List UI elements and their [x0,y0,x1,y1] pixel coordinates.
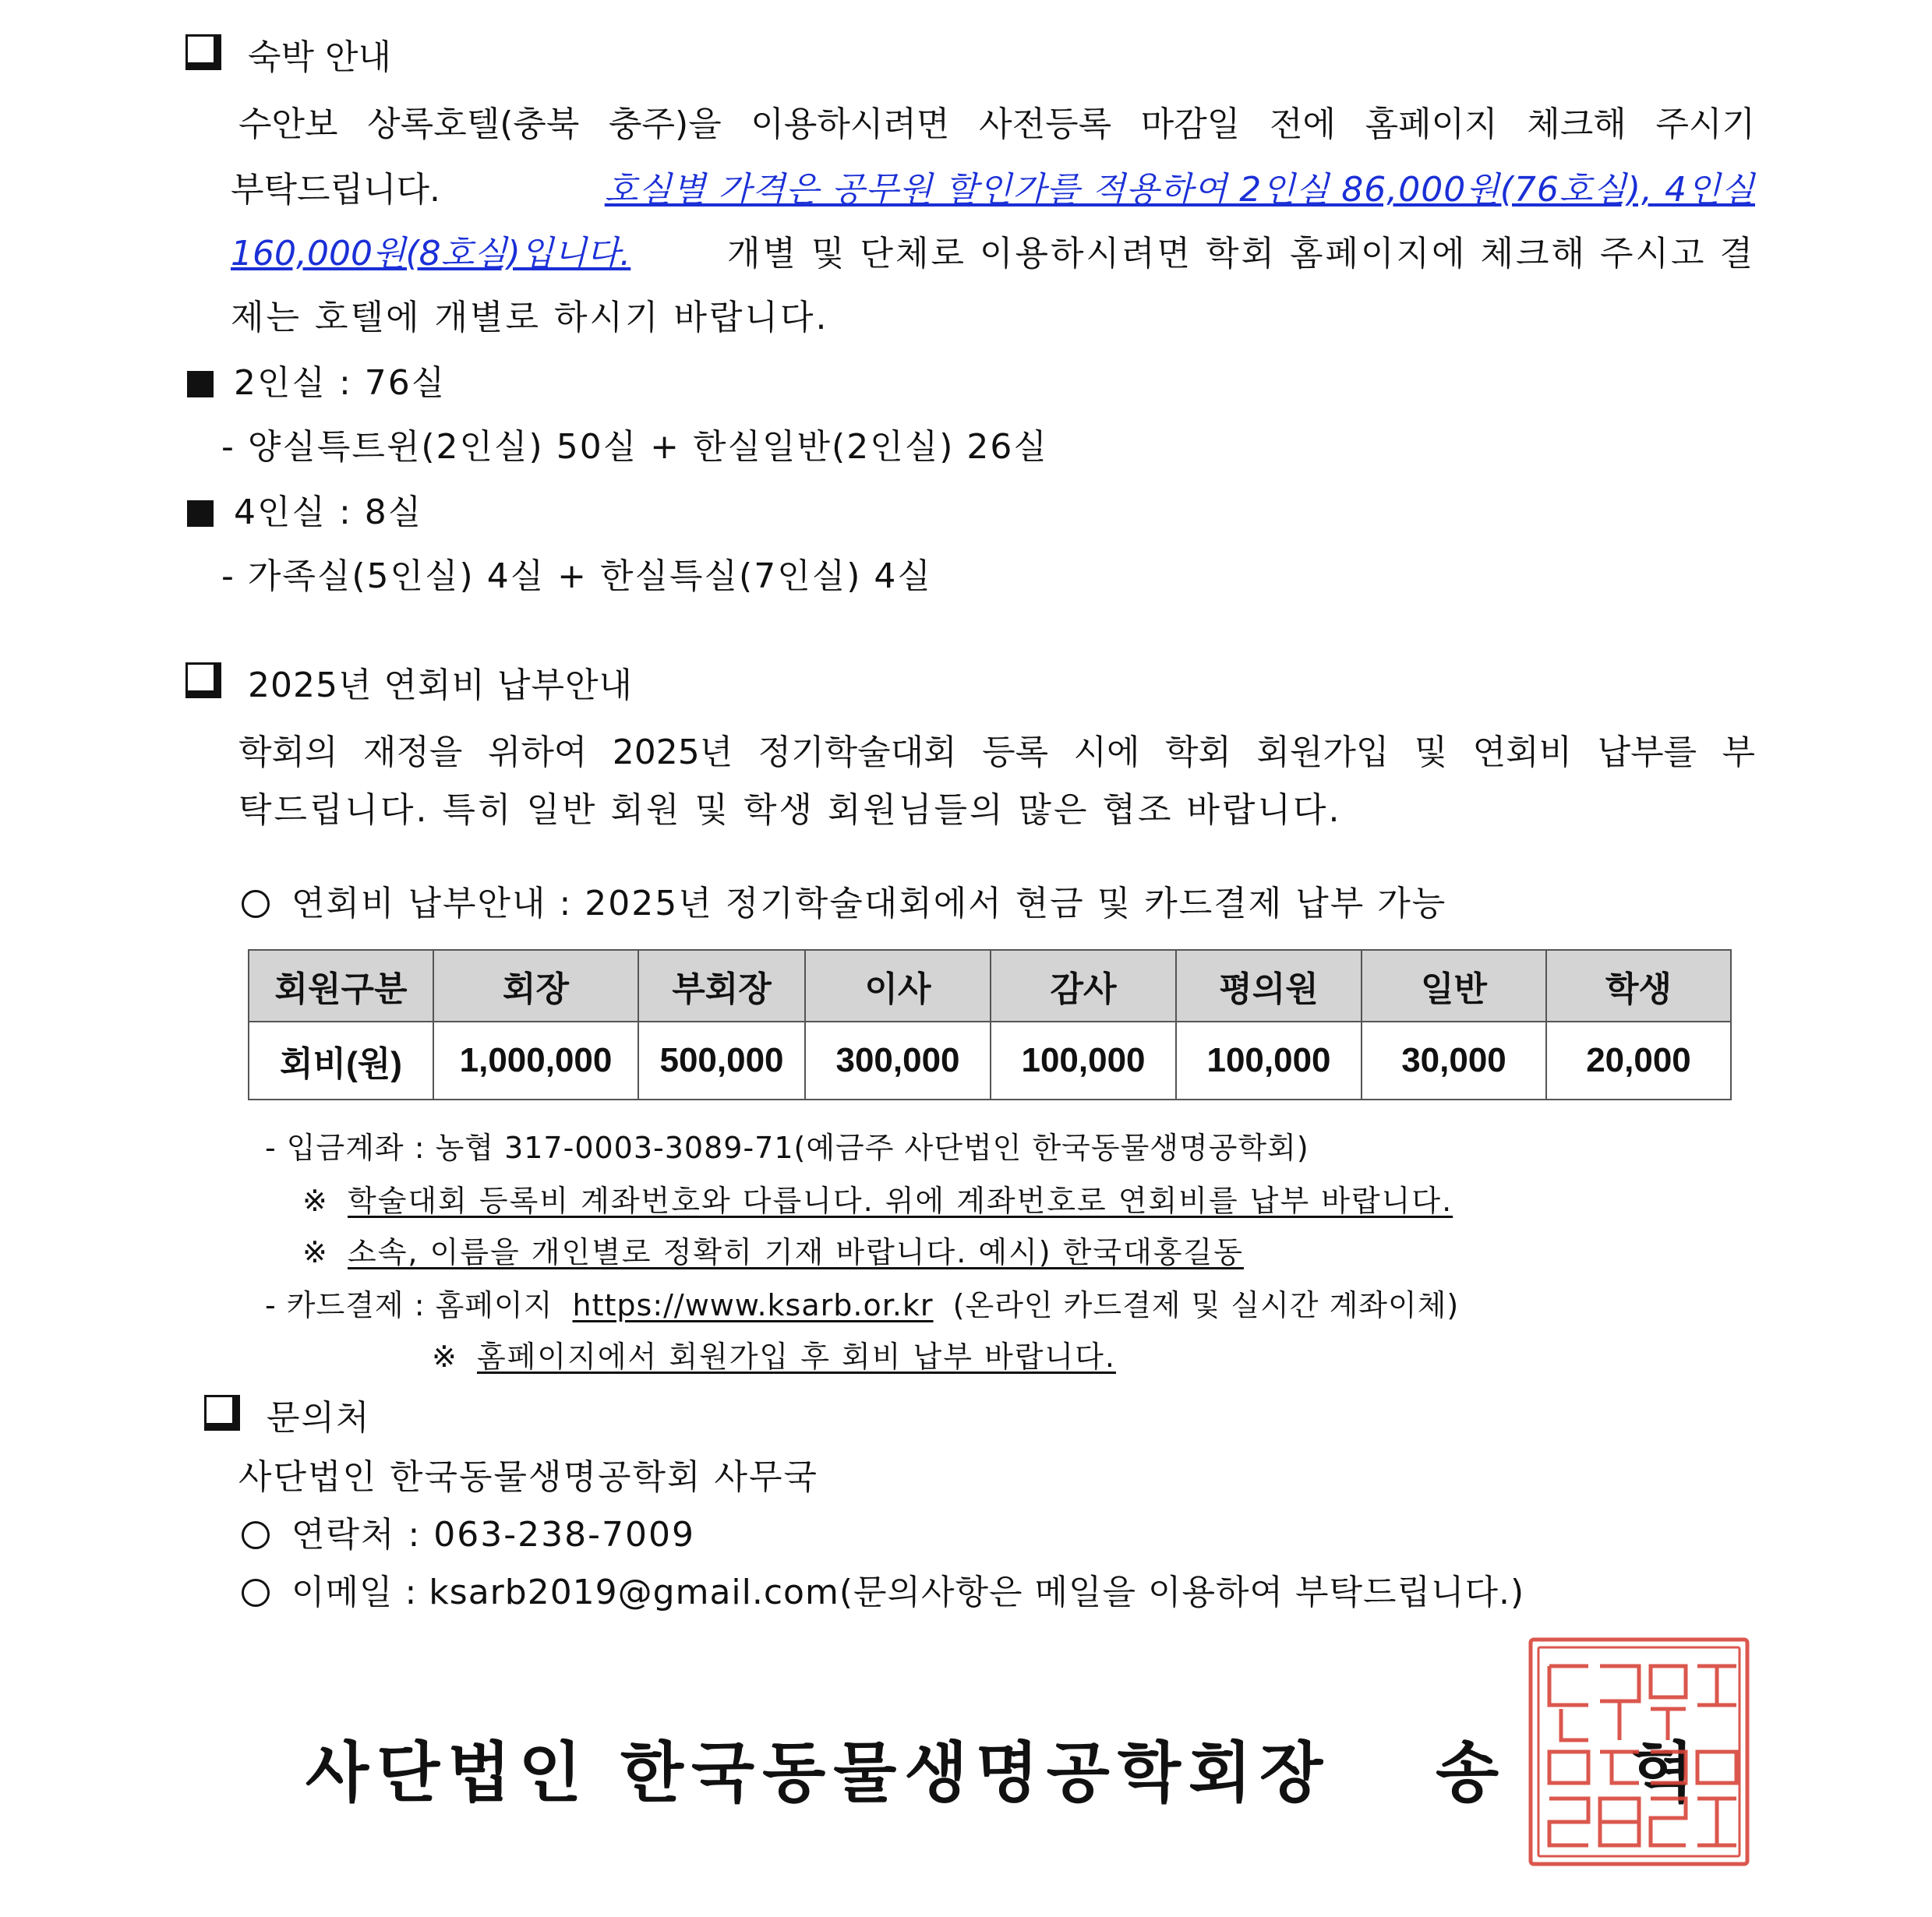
table-header-cell: 회원구분 [249,950,433,1022]
homepage-link[interactable]: https://www.ksarb.or.kr [572,1288,934,1322]
dues-note-2: 소속, 이름을 개인별로 정확히 기재 바랍니다. 예시) 한국대홍길동 [348,1235,1244,1269]
contact-email: 이메일 : ksarb2019@gmail.com(문의사항은 메일을 이용하여 부탁드립니다.) [291,1573,1525,1612]
square-bullet-icon [187,371,214,397]
table-row [249,1022,1731,1100]
dues-card-payment [265,1290,1459,1320]
accommodation-paragraph-line3 [231,234,1755,274]
accommodation-paragraph-line4: 제는 호텔에 개별로 하시기 바랍니다. [231,298,829,337]
room4-title: 4인실 : 8실 [234,492,423,532]
note-mark: ※ [302,1235,327,1269]
table-cell: 100,000 [991,1022,1176,1100]
card-payment-suffix: (온라인 카드결제 및 실시간 계좌이체) [952,1288,1460,1322]
table-cell: 300,000 [805,1022,991,1100]
circle-bullet-icon [242,1579,270,1607]
official-seal [1526,1635,1752,1869]
checkbox-icon [185,34,221,70]
dues-paragraph-line1: 학회의 재정을 위하여 2025년 정기학술대회 등록 시에 학회 회원가입 및 연회비 납부를 부 [238,733,1755,772]
table-header-cell: 이사 [805,950,991,1022]
room2-detail: - 양실특트윈(2인실) 50실 + 한실일반(2인실) 26실 [221,427,1048,467]
table-header-row [249,950,1731,1022]
table-cell: 20,000 [1546,1022,1731,1100]
room4-detail: - 가족실(5인실) 4실 + 한실특실(7인실) 4실 [221,556,932,596]
accommodation-paragraph-line2 [231,170,1755,210]
dues-note-3: 홈페이지에서 회원가입 후 회비 납부 바랍니다. [477,1340,1116,1374]
president-name: 송 혁 [1436,1734,1749,1811]
card-payment-prefix: - 카드결제 : 홈페이지 [265,1288,553,1322]
contact-heading: 문의처 [267,1398,371,1438]
president-title: 사단법인 한국동물생명공학회장 [306,1734,1331,1811]
table-header-cell: 회장 [433,950,638,1022]
group-booking-text: 개별 및 단체로 이용하시려면 학회 홈페이지에 체크해 주시고 결 [727,234,1755,274]
table-header-cell: 일반 [1362,950,1546,1022]
checkbox-icon [204,1395,240,1431]
accommodation-request-text: 부탁드립니다. [231,170,441,210]
membership-fee-table [248,949,1732,1100]
dues-payment-info: 연회비 납부안내 : 2025년 정기학술대회에서 현금 및 카드결제 납부 가능 [291,884,1447,923]
circle-bullet-icon [242,1521,270,1549]
circle-bullet-icon [242,890,270,918]
contact-phone: 연락처 : 063-238-7009 [291,1515,696,1555]
accommodation-heading: 숙박 안내 [248,37,392,77]
note-mark: ※ [302,1184,327,1218]
dues-paragraph-line2: 탁드립니다. 특히 일반 회원 및 학생 회원님들의 많은 협조 바랍니다. [238,790,1342,830]
room-price-notice-cont: 160,000원(8호실)입니다. [231,234,631,274]
table-cell: 100,000 [1176,1022,1362,1100]
accommodation-paragraph-line1: 수안보 상록호텔(충북 충주)을 이용하시려면 사전등록 마감일 전에 홈페이지 체크해 주시기 [238,104,1755,144]
table-header-cell: 감사 [991,950,1176,1022]
table-cell: 30,000 [1362,1022,1546,1100]
room2-title: 2인실 : 76실 [234,363,447,403]
room-price-notice: 호실별 가격은 공무원 할인가를 적용하여 2인실 86,000원(76호실), 4인실 [604,170,1755,210]
contact-org: 사단법인 한국동물생명공학회 사무국 [238,1457,819,1497]
table-header-cell: 평의원 [1176,950,1362,1022]
dues-heading: 2025년 연회비 납부안내 [248,665,633,705]
table-header-cell: 부회장 [638,950,805,1022]
table-cell: 1,000,000 [433,1022,638,1100]
square-bullet-icon [187,500,214,527]
checkbox-icon [185,662,221,698]
dues-note-1: 학술대회 등록비 계좌번호와 다릅니다. 위에 계좌번호로 연회비를 납부 바랍니다. [348,1184,1453,1218]
dues-account: - 입금계좌 : 농협 317-0003-3089-71(예금주 사단법인 한국동물생명공학회) [265,1131,1309,1165]
table-cell: 500,000 [638,1022,805,1100]
note-mark: ※ [432,1340,457,1374]
table-row-label: 회비(원) [249,1022,433,1100]
table-header-cell: 학생 [1546,950,1731,1022]
